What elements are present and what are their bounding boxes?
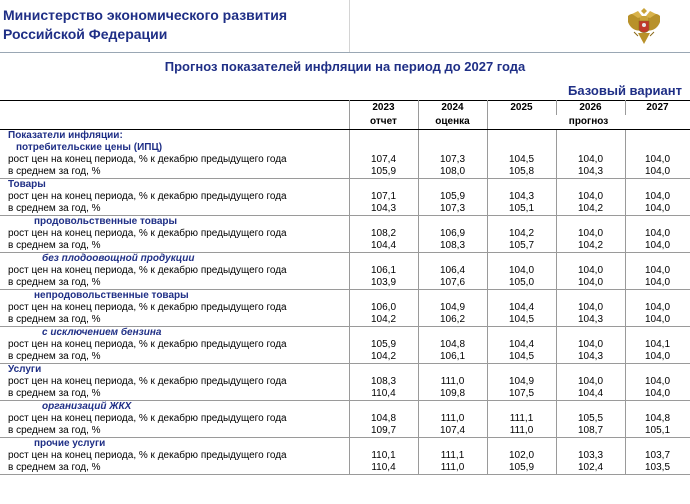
indicator-label-end: рост цен на конец периода, % к декабрю предыдущего года [0,228,349,240]
value-cell-2025: 102,0 [487,450,556,462]
value-cell-2025: 107,5 [487,388,556,401]
value-cell-2025: 105,8 [487,166,556,179]
empty-cell [349,364,418,377]
value-cell-2027: 104,0 [625,314,690,327]
value-cell-2023: 109,7 [349,425,418,438]
value-cell-2025: 104,4 [487,339,556,351]
ministry-name-line-1: Министерство экономического развития [3,7,287,23]
intro-label-2: потребительские цены (ИПЦ) [0,142,349,154]
section-label: Услуги [0,364,349,377]
value-cell-2025: 105,7 [487,240,556,253]
value-cell-2023: 104,8 [349,413,418,425]
empty-cell [418,327,487,340]
ministry-name-line-2: Российской Федерации [3,26,168,42]
value-cell-2026: 104,3 [556,314,625,327]
value-cell-2024: 106,4 [418,265,487,277]
empty-cell [556,179,625,192]
empty-cell [556,253,625,266]
year-2023: 2023 [349,101,418,116]
value-cell-2025: 104,5 [487,351,556,364]
indicator-label-end: рост цен на конец периода, % к декабрю предыдущего года [0,413,349,425]
table-row [0,314,690,327]
value-cell-2025: 111,0 [487,425,556,438]
section-label: прочие услуги [0,438,349,451]
value-cell-2023: 105,9 [349,166,418,179]
value-cell-2026: 104,0 [556,302,625,314]
empty-cell [418,290,487,303]
indicator-label-end: рост цен на конец периода, % к декабрю предыдущего года [0,302,349,314]
section-row [0,253,690,266]
value-cell-2023: 108,2 [349,228,418,240]
value-cell-2027: 105,1 [625,425,690,438]
value-cell-2026: 102,4 [556,462,625,475]
empty-cell [349,290,418,303]
empty-cell [556,364,625,377]
empty-cell [487,401,556,414]
indicator-label-end: рост цен на конец периода, % к декабрю предыдущего года [0,376,349,388]
value-cell-2023: 106,0 [349,302,418,314]
value-cell-2023: 104,2 [349,351,418,364]
empty-cell [556,327,625,340]
value-cell-2024: 104,9 [418,302,487,314]
value-cell-2027: 104,0 [625,351,690,364]
value-cell-2026: 104,2 [556,240,625,253]
value-cell-2023: 103,9 [349,277,418,290]
value-cell-2023: 105,9 [349,339,418,351]
intro-row [0,142,690,154]
empty-cell [487,364,556,377]
value-cell-2023: 107,4 [349,154,418,166]
value-cell-2024: 111,0 [418,462,487,475]
status-header-row [0,115,690,130]
value-cell-2023: 110,1 [349,450,418,462]
indicator-label-end: рост цен на конец периода, % к декабрю предыдущего года [0,265,349,277]
empty-cell [556,438,625,451]
value-cell-2026: 103,3 [556,450,625,462]
empty-cell [625,438,690,451]
value-cell-2027: 103,7 [625,450,690,462]
section-row [0,364,690,377]
status-forecast: прогноз [487,115,690,130]
value-cell-2023: 108,3 [349,376,418,388]
value-cell-2024: 108,0 [418,166,487,179]
table-row [0,339,690,351]
empty-cell [625,327,690,340]
indicator-label-avg: в среднем за год, % [0,351,349,364]
table-row [0,203,690,216]
value-cell-2023: 107,1 [349,191,418,203]
status-report: отчет [349,115,418,130]
table-row [0,240,690,253]
empty-cell [625,290,690,303]
indicator-label-end: рост цен на конец периода, % к декабрю предыдущего года [0,154,349,166]
value-cell-2027: 104,0 [625,203,690,216]
section-row [0,438,690,451]
empty-cell [418,401,487,414]
table-row [0,413,690,425]
value-cell-2026: 104,0 [556,228,625,240]
scenario-label: Базовый вариант [568,83,682,98]
indicator-label-avg: в среднем за год, % [0,314,349,327]
year-2025: 2025 [487,101,556,116]
value-cell-2024: 111,1 [418,450,487,462]
value-cell-2026: 105,5 [556,413,625,425]
value-cell-2025: 105,9 [487,462,556,475]
header-blank [0,115,349,130]
empty-cell [625,364,690,377]
value-cell-2027: 104,0 [625,376,690,388]
indicator-label-avg: в среднем за год, % [0,277,349,290]
value-cell-2025: 104,2 [487,228,556,240]
section-row [0,401,690,414]
value-cell-2024: 106,9 [418,228,487,240]
section-label: с исключением бензина [0,327,349,340]
empty-cell [556,401,625,414]
empty-cell [418,364,487,377]
value-cell-2026: 108,7 [556,425,625,438]
empty-cell [349,401,418,414]
value-cell-2025: 111,1 [487,413,556,425]
value-cell-2026: 104,3 [556,166,625,179]
empty-cell [625,216,690,229]
table-row [0,388,690,401]
value-cell-2024: 106,1 [418,351,487,364]
status-estimate: оценка [418,115,487,130]
empty-cell [487,290,556,303]
section-label: без плодоовощной продукции [0,253,349,266]
indicator-label-avg: в среднем за год, % [0,166,349,179]
empty-cell [418,216,487,229]
value-cell-2025: 104,5 [487,314,556,327]
value-cell-2026: 104,3 [556,351,625,364]
section-row [0,179,690,192]
value-cell-2026: 104,0 [556,339,625,351]
empty-cell [625,401,690,414]
empty-cell [349,253,418,266]
table-row [0,154,690,166]
document-header [0,0,690,53]
value-cell-2023: 104,4 [349,240,418,253]
empty-cell [556,216,625,229]
value-cell-2024: 107,3 [418,154,487,166]
table-row [0,450,690,462]
value-cell-2024: 107,6 [418,277,487,290]
value-cell-2024: 104,8 [418,339,487,351]
year-2027: 2027 [625,101,690,116]
empty-cell [625,179,690,192]
value-cell-2023: 106,1 [349,265,418,277]
section-row [0,290,690,303]
empty-cell [625,253,690,266]
value-cell-2027: 104,8 [625,413,690,425]
value-cell-2026: 104,0 [556,191,625,203]
empty-cell [349,438,418,451]
empty-cell [487,438,556,451]
empty-cell [487,327,556,340]
value-cell-2027: 104,0 [625,265,690,277]
section-row [0,327,690,340]
indicator-label-avg: в среднем за год, % [0,425,349,438]
value-cell-2024: 111,0 [418,413,487,425]
indicator-label-end: рост цен на конец периода, % к декабрю предыдущего года [0,191,349,203]
value-cell-2025: 104,5 [487,154,556,166]
value-cell-2024: 111,0 [418,376,487,388]
value-cell-2027: 104,0 [625,191,690,203]
inflation-forecast-table [0,100,690,475]
indicator-label-avg: в среднем за год, % [0,240,349,253]
value-cell-2026: 104,0 [556,376,625,388]
table-row [0,191,690,203]
indicator-label-avg: в среднем за год, % [0,388,349,401]
empty-cell [556,290,625,303]
year-header-row [0,101,690,116]
value-cell-2024: 107,4 [418,425,487,438]
table-row [0,351,690,364]
section-label: организаций ЖКХ [0,401,349,414]
intro-row [0,130,690,143]
report-title: Прогноз показателей инфляции на период до 2027 года [164,59,526,74]
value-cell-2027: 104,0 [625,277,690,290]
empty-cell [418,438,487,451]
value-cell-2023: 110,4 [349,388,418,401]
empty-cell [349,179,418,192]
value-cell-2027: 104,0 [625,228,690,240]
value-cell-2023: 104,2 [349,314,418,327]
value-cell-2023: 110,4 [349,462,418,475]
value-cell-2024: 105,9 [418,191,487,203]
table-row [0,302,690,314]
value-cell-2025: 105,1 [487,203,556,216]
header-divider [349,0,350,52]
value-cell-2027: 104,1 [625,339,690,351]
empty-cell [349,216,418,229]
value-cell-2025: 104,9 [487,376,556,388]
table-row [0,228,690,240]
empty-cell [349,327,418,340]
value-cell-2024: 109,8 [418,388,487,401]
indicator-label-end: рост цен на конец периода, % к декабрю предыдущего года [0,450,349,462]
value-cell-2026: 104,0 [556,277,625,290]
empty-cell [487,253,556,266]
section-row [0,216,690,229]
value-cell-2025: 104,0 [487,265,556,277]
value-cell-2025: 104,4 [487,302,556,314]
value-cell-2024: 108,3 [418,240,487,253]
value-cell-2026: 104,2 [556,203,625,216]
coat-of-arms-icon [620,2,668,50]
empty-cell [418,253,487,266]
value-cell-2027: 104,0 [625,154,690,166]
value-cell-2027: 104,0 [625,388,690,401]
value-cell-2026: 104,0 [556,154,625,166]
section-label: продовольственные товары [0,216,349,229]
table-row [0,166,690,179]
table-row [0,425,690,438]
value-cell-2026: 104,4 [556,388,625,401]
value-cell-2027: 103,5 [625,462,690,475]
empty-cell [487,216,556,229]
value-cell-2027: 104,0 [625,240,690,253]
table-row [0,462,690,475]
value-cell-2025: 105,0 [487,277,556,290]
indicator-label-avg: в среднем за год, % [0,203,349,216]
value-cell-2027: 104,0 [625,302,690,314]
empty-cell [418,179,487,192]
table-row [0,265,690,277]
section-label: непродовольственные товары [0,290,349,303]
table-row [0,376,690,388]
value-cell-2024: 106,2 [418,314,487,327]
value-cell-2025: 104,3 [487,191,556,203]
empty-cell [487,179,556,192]
year-2024: 2024 [418,101,487,116]
indicator-label-avg: в среднем за год, % [0,462,349,475]
header-blank [0,101,349,116]
value-cell-2027: 104,0 [625,166,690,179]
value-cell-2026: 104,0 [556,265,625,277]
indicator-label-end: рост цен на конец периода, % к декабрю предыдущего года [0,339,349,351]
year-2026: 2026 [556,101,625,116]
intro-label-1: Показатели инфляции: [0,130,349,143]
section-label: Товары [0,179,349,192]
table-row [0,277,690,290]
value-cell-2024: 107,3 [418,203,487,216]
ministry-name [3,6,343,44]
value-cell-2023: 104,3 [349,203,418,216]
